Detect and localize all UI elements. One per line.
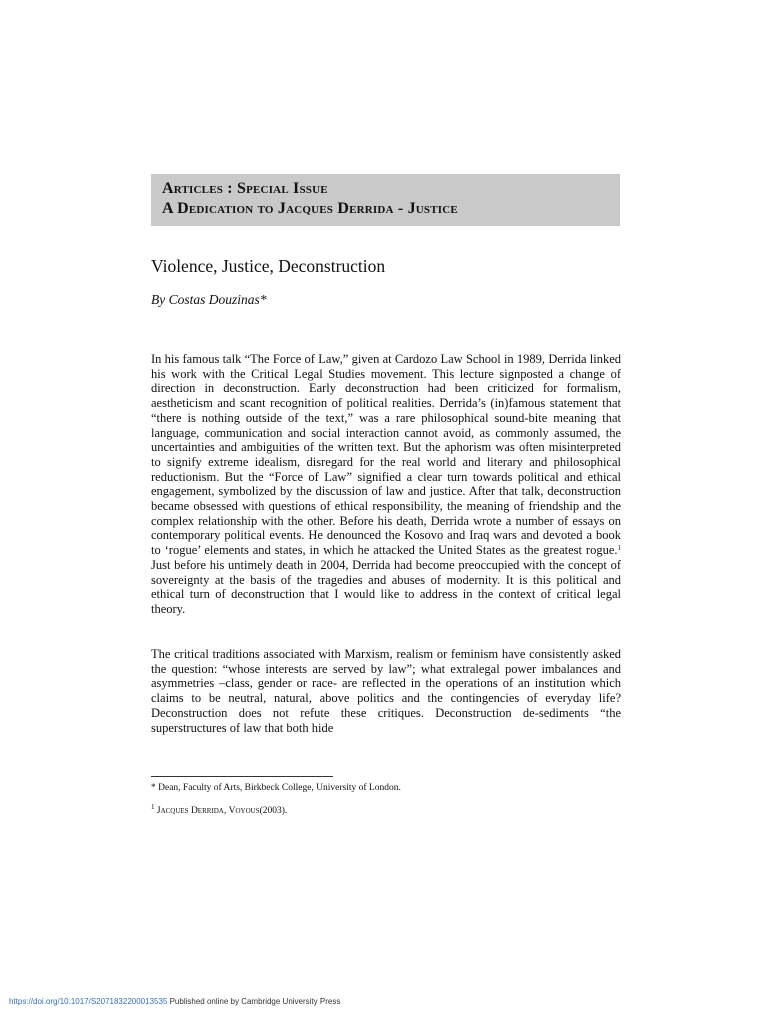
footnote-1-year: (2003).: [259, 806, 288, 816]
published-online-text: Published online by Cambridge University Press: [167, 997, 341, 1006]
footnote-author: * Dean, Faculty of Arts, Birkbeck College, University of London.: [151, 783, 401, 793]
footnote-1-title: Voyous: [228, 806, 260, 816]
body-paragraph-2: The critical traditions associated with Marxism, realism or feminism have consistently asked the question: “whose interests are served by law”; what extralegal power imbalances and asymmetries –class, gender or race- are reflected in the operations of an institution which claims to be neutral, natural, above politics and the contingencies of everyday life? Deconstruction does not refute these critiques. Deconstruction de-sediments “the superstructures of law that both hide: [151, 647, 621, 735]
footnote-reference-1[interactable]: 1: [617, 544, 621, 553]
publication-footer: [9, 996, 340, 1008]
footnote-1-author: Jacques Derrida: [156, 806, 224, 816]
article-title: Violence, Justice, Deconstruction: [151, 256, 386, 276]
paragraph-1-text-b: Just before his untimely death in 2004, Derrida had become preoccupied with the concept of sovereignty at the basis of the tragedies and abuses of modernity. It is this political and ethical turn of deconstruction that I would like to address in the context of critical legal theory.: [151, 557, 621, 616]
footnote-separator: [151, 776, 333, 777]
footnote-1-separator: ,: [223, 806, 229, 816]
footnote-1-marker: 1: [151, 803, 155, 811]
body-paragraph-1: [151, 352, 621, 617]
section-header-banner: [151, 174, 620, 226]
section-header-line-2: A Dedication to Jacques Derrida - Justice: [162, 200, 458, 217]
footnote-1: [151, 805, 287, 817]
doi-link[interactable]: https://doi.org/10.1017/S2071832200013535: [9, 997, 168, 1006]
article-byline: By Costas Douzinas*: [151, 292, 267, 307]
paragraph-1-text-a: In his famous talk “The Force of Law,” given at Cardozo Law School in 1989, Derrida linked his work with the Critical Legal Studies movement. This lecture signposted a change of direction in deconstruction. Early deconstruction had been criticized for formalism, aestheticism and scant recognition of political realities. Derrida’s (in)famous statement that “there is nothing outside of the text,” was a rare philosophical sound-bite meaning that language, communication and social interaction cannot avoid, as commonly assumed, the uncertainties and ambiguities of the written text. But the aphorism was often misinterpreted to signify extreme idealism, disregard for the real world and literary and philosophical reductionism. But the “Force of Law” signified a clear turn towards political and ethical engagement, symbolized by the discussion of law and justice. After that talk, deconstruction became obsessed with questions of ethical responsibility, the meaning of friendship and the complex relationship with the other. Before his death, Derrida wrote a number of essays on contemporary political events. He denounced the Kosovo and Iraq wars and devoted a book to ‘rogue’ elements and states, in which he attacked the United States as the greatest rogue.: [151, 352, 621, 558]
section-header-line-1: Articles : Special Issue: [162, 180, 328, 197]
